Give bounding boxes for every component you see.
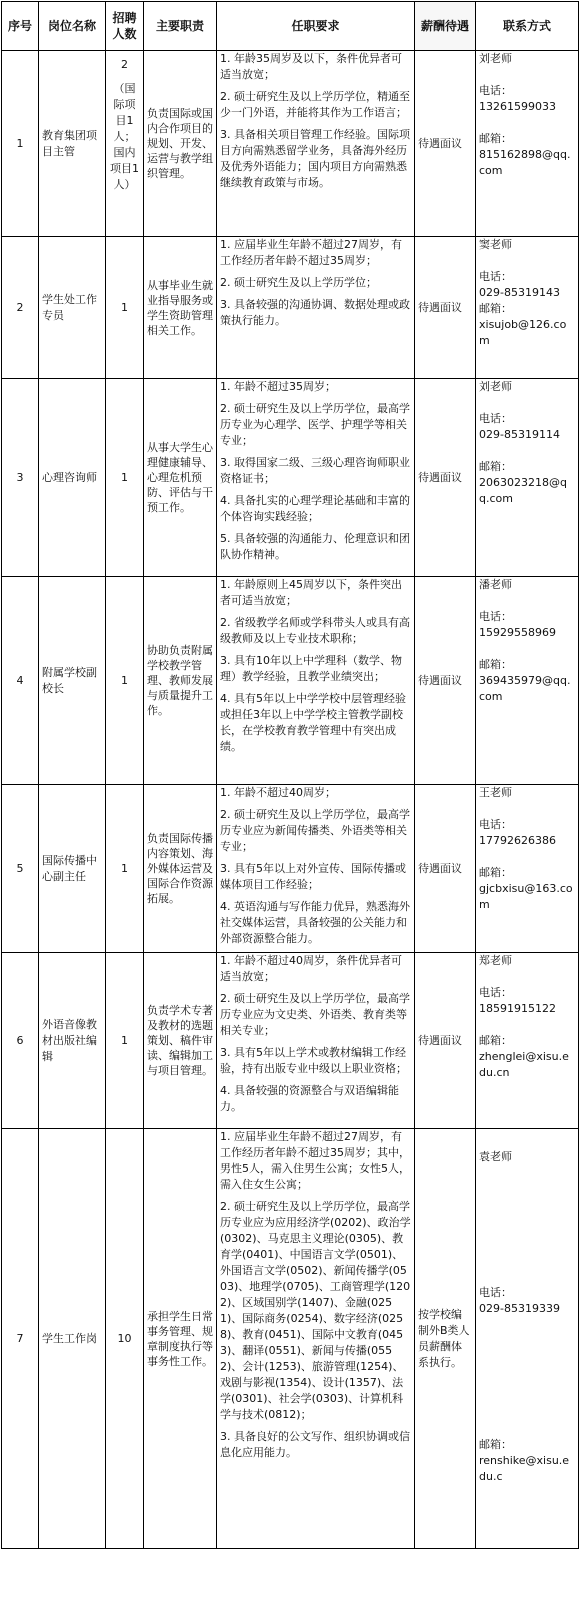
header-salary: 薪酬待遇: [415, 2, 476, 51]
row-duty: 承担学生日常事务管理、规章制度执行等事务性工作。: [144, 1129, 217, 1549]
requirement-item: 2. 硕士研究生及以上学历学位，精通至少一门外语，并能将其作为工作语言；: [220, 90, 410, 119]
row-duty: 协助负责附属学校教学管理、教师发展与质量提升工作。: [144, 577, 217, 785]
contact-email-label: 邮箱：: [479, 866, 512, 879]
requirement-item: 5. 具备较强的沟通能力、伦理意识和团队协作精神。: [220, 532, 410, 561]
contact-email-label: 邮箱：: [479, 132, 512, 145]
requirement-item: 4. 英语沟通与写作能力优异，熟悉海外社交媒体运营，具备较强的公关能力和外部资源整合能力。: [220, 900, 410, 945]
requirement-item: 4. 具备较强的资源整合与双语编辑能力。: [220, 1084, 399, 1113]
requirement-item: 1. 年龄不超过40周岁，条件优异者可适当放宽；: [220, 954, 402, 983]
contact-name: 袁老师: [479, 1150, 512, 1163]
requirement-item: 4. 具备扎实的心理学理论基础和丰富的个体咨询实践经验；: [220, 494, 410, 523]
table-row: [2, 1129, 579, 1549]
contact-name: 窦老师: [479, 238, 512, 251]
requirement-item: 1. 年龄原则上45周岁以下，条件突出者可适当放宽；: [220, 578, 402, 607]
row-contact: [476, 577, 579, 785]
table-row: [2, 577, 579, 785]
row-salary: 待遇面议: [415, 953, 476, 1129]
row-contact: [476, 953, 579, 1129]
contact-phone-label: 电话：: [479, 610, 512, 623]
row-count: [106, 51, 144, 237]
row-requirements: [217, 51, 415, 237]
requirement-item: 1. 年龄不超过40周岁；: [220, 786, 336, 799]
row-requirements: [217, 785, 415, 953]
requirement-item: 1. 应届毕业生年龄不超过27周岁，有工作经历者年龄不超过35周岁；: [220, 238, 402, 267]
table-row: [2, 379, 579, 577]
requirement-item: 2. 省级教学名师或学科带头人或具有高级教师及以上专业技术职称；: [220, 616, 410, 645]
row-position: 学生工作岗: [39, 1129, 106, 1549]
row-no: 4: [2, 577, 39, 785]
contact-email[interactable]: xisujob@126.com: [479, 318, 567, 347]
row-salary: 待遇面议: [415, 51, 476, 237]
row-no: 3: [2, 379, 39, 577]
requirement-item: 2. 硕士研究生及以上学历学位；: [220, 276, 377, 289]
row-contact: [476, 237, 579, 379]
row-salary: 待遇面议: [415, 237, 476, 379]
row-duty: 负责学术专著及教材的选题策划、稿件审读、编辑加工与项目管理。: [144, 953, 217, 1129]
contact-email[interactable]: gjcbxisu@163.com: [479, 882, 573, 911]
row-salary: 待遇面议: [415, 577, 476, 785]
row-duty: 负责国际传播内容策划、海外媒体运营及国际合作资源拓展。: [144, 785, 217, 953]
row-count-note: （国际项目1人；国内项目1人）: [110, 82, 139, 191]
row-no: 6: [2, 953, 39, 1129]
row-salary: 待遇面议: [415, 785, 476, 953]
contact-phone-label: 电话：: [479, 84, 512, 97]
row-contact: [476, 379, 579, 577]
contact-phone: 029-85319114: [479, 428, 560, 441]
row-count-value: 2: [121, 58, 128, 71]
contact-phone: 029-85319143: [479, 286, 560, 299]
contact-name: 刘老师: [479, 380, 512, 393]
row-no: 1: [2, 51, 39, 237]
row-duty: 负责国际或国内合作项目的规划、开发、运营与教学组织管理。: [144, 51, 217, 237]
contact-phone: 17792626386: [479, 834, 556, 847]
requirement-item: 2. 硕士研究生及以上学历学位，最高学历专业应为文史类、外语类、教育类等相关专业；: [220, 992, 410, 1037]
requirement-item: 3. 具备较强的沟通协调、数据处理或政策执行能力。: [220, 298, 410, 327]
contact-name: 郑老师: [479, 954, 512, 967]
table-row: [2, 237, 579, 379]
contact-email[interactable]: renshike@xisu.edu.c: [479, 1454, 570, 1483]
contact-phone: 15929558969: [479, 626, 556, 639]
row-position: 外语音像教材出版社编辑: [39, 953, 106, 1129]
row-contact: [476, 51, 579, 237]
requirement-item: 3. 具备良好的公文写作、组织协调或信息化应用能力。: [220, 1430, 410, 1459]
row-requirements: [217, 577, 415, 785]
row-position: 附属学校副校长: [39, 577, 106, 785]
requirement-item: 1. 年龄不超过35周岁；: [220, 380, 336, 393]
row-no: 7: [2, 1129, 39, 1549]
row-contact: [476, 1129, 579, 1549]
row-no: 5: [2, 785, 39, 953]
requirement-item: 3. 具备相关项目管理工作经验。国际项目方向需熟悉留学业务，具备海外经历及优秀外语能力；国内项目方向需熟悉继续教育政策与市场。: [220, 128, 410, 189]
requirement-item: 2. 硕士研究生及以上学历学位，最高学历专业为心理学、医学、护理学等相关专业；: [220, 402, 410, 447]
contact-email[interactable]: zhenglei@xisu.edu.cn: [479, 1050, 569, 1079]
contact-phone: 13261599033: [479, 100, 556, 113]
requirement-item: 3. 具有5年以上对外宣传、国际传播或媒体项目工作经验；: [220, 862, 406, 891]
row-position: 学生处工作专员: [39, 237, 106, 379]
contact-email-label: 邮箱：: [479, 460, 512, 473]
row-duty: 从事大学生心理健康辅导、心理危机预防、评估与干预工作。: [144, 379, 217, 577]
contact-phone-label: 电话：: [479, 1286, 512, 1299]
row-count: 1: [106, 577, 144, 785]
table-row: [2, 51, 579, 237]
contact-phone: 18591915122: [479, 1002, 556, 1015]
header-contact: 联系方式: [476, 2, 579, 51]
row-salary: 待遇面议: [415, 379, 476, 577]
contact-email[interactable]: 2063023218@qq.com: [479, 476, 567, 505]
header-no: 序号: [2, 2, 39, 51]
contact-name: 王老师: [479, 786, 512, 799]
requirement-item: 2. 硕士研究生及以上学历学位，最高学历专业应为应用经济学(0202)、政治学(0302)、马克思主义理论(0305)、教育学(0401)、中国语言文学(0501)、外国语言文学(0502)、新闻传播学(0503)、地理学(0705)、工商管理学(1202)、区域国别学(1407)、金融(0251)、国际商务(0254)、数字经济(0258)、教育(0451)、国际中文教育(0453)、翻译(0551)、新闻与传播(0552)、会计(1253)、旅游管理(1254)、戏剧与影视(1354)、设计(1357)、法学(0301)、社会学(0303)、计算机科学与技术(0812)；: [220, 1200, 411, 1421]
requirement-item: 1. 年龄35周岁及以下，条件优异者可适当放宽；: [220, 52, 402, 81]
row-count: 1: [106, 785, 144, 953]
contact-email-label: 邮箱：: [479, 1438, 512, 1451]
row-position: 教育集团项目主管: [39, 51, 106, 237]
row-requirements: [217, 1129, 415, 1549]
contact-email-label: 邮箱：: [479, 658, 512, 671]
row-count: 1: [106, 953, 144, 1129]
contact-email[interactable]: 369435979@qq.com: [479, 674, 571, 703]
contact-email-label: 邮箱：: [479, 302, 512, 315]
contact-phone-label: 电话：: [479, 270, 512, 283]
contact-phone-label: 电话：: [479, 412, 512, 425]
row-count: 10: [106, 1129, 144, 1549]
header-row: [2, 2, 579, 51]
row-contact: [476, 785, 579, 953]
contact-phone: 029-85319339: [479, 1302, 560, 1315]
table-row: [2, 953, 579, 1129]
contact-phone-label: 电话：: [479, 986, 512, 999]
header-count: 招聘人数: [106, 2, 144, 51]
contact-phone-label: 电话：: [479, 818, 512, 831]
requirement-item: 2. 硕士研究生及以上学历学位，最高学历专业应为新闻传播类、外语类等相关专业；: [220, 808, 410, 853]
requirement-item: 3. 具有5年以上学术或教材编辑工作经验，持有出版专业中级以上职业资格；: [220, 1046, 407, 1075]
row-count: 1: [106, 379, 144, 577]
row-count: 1: [106, 237, 144, 379]
header-duty: 主要职责: [144, 2, 217, 51]
row-position: 国际传播中心副主任: [39, 785, 106, 953]
requirement-item: 3. 取得国家二级、三级心理咨询师职业资格证书；: [220, 456, 410, 485]
row-requirements: [217, 379, 415, 577]
row-requirements: [217, 237, 415, 379]
row-duty: 从事毕业生就业指导服务或学生资助管理相关工作。: [144, 237, 217, 379]
table-row: [2, 785, 579, 953]
header-requirements: 任职要求: [217, 2, 415, 51]
requirement-item: 4. 具有5年以上中学学校中层管理经验或担任3年以上中学学校主管教学副校长，在学校教育教学管理中有突出成绩。: [220, 692, 406, 753]
contact-name: 潘老师: [479, 578, 512, 591]
contact-email-label: 邮箱：: [479, 1034, 512, 1047]
row-requirements: [217, 953, 415, 1129]
contact-email[interactable]: 815162898@qq.com: [479, 148, 571, 177]
requirement-item: 3. 具有10年以上中学理科（数学、物理）教学经验，且教学业绩突出；: [220, 654, 402, 683]
row-salary: 按学校编制外B类人员薪酬体系执行。: [415, 1129, 476, 1549]
contact-name: 刘老师: [479, 52, 512, 65]
row-no: 2: [2, 237, 39, 379]
row-position: 心理咨询师: [39, 379, 106, 577]
header-position: 岗位名称: [39, 2, 106, 51]
requirement-item: 1. 应届毕业生年龄不超过27周岁，有工作经历者年龄不超过35周岁；其中，男性5人，需入住男生公寓；女性5人，需入住女生公寓；: [220, 1130, 410, 1191]
recruitment-table: [1, 1, 579, 1549]
